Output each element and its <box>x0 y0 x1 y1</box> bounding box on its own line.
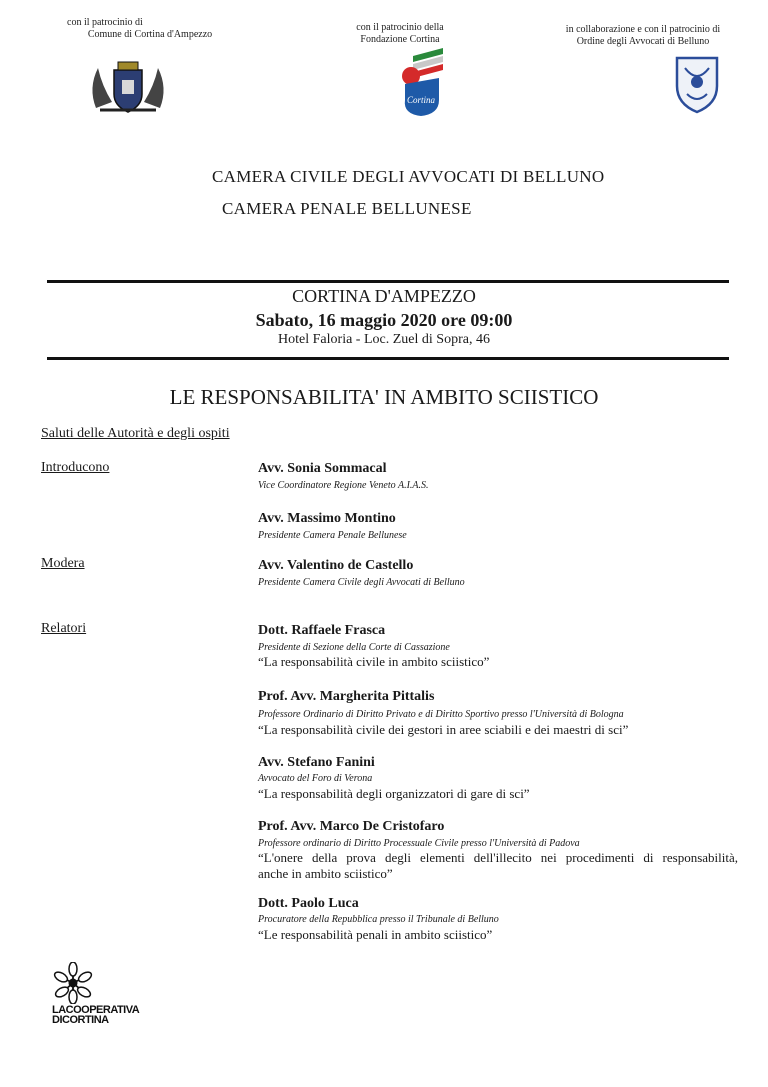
patron-right-line2: Ordine degli Avvocati di Belluno <box>576 36 710 47</box>
speaker-2-name: Prof. Avv. Margherita Pittalis <box>258 689 435 704</box>
speaker-5-talk: “Le responsabilità penali in ambito sciistico” <box>258 927 493 942</box>
speaker-1-talk: “La responsabilità civile in ambito sciistico” <box>258 654 490 669</box>
speaker-3-role: Avvocato del Foro di Verona <box>258 773 373 784</box>
speaker-4-talk-cont: anche in ambito sciistico” <box>258 866 393 881</box>
speaker-1-name: Dott. Raffaele Frasca <box>258 623 386 638</box>
moderator-role: Presidente Camera Civile degli Avvocati di Belluno <box>258 577 465 588</box>
speaker-5-name: Dott. Paolo Luca <box>258 896 359 911</box>
speaker-4-talk: “L'onere della prova degli elementi dell'illecito nei procedimenti di responsabilità, <box>258 850 738 865</box>
introducer-2-role: Presidente Camera Penale Bellunese <box>258 530 407 541</box>
patron-center-line1: con il patrocinio della <box>356 22 444 33</box>
patron-left-line1: con il patrocinio di <box>67 17 143 28</box>
organizer-line-1: CAMERA CIVILE DEGLI AVVOCATI DI BELLUNO <box>212 167 605 186</box>
introducer-1-name: Avv. Sonia Sommacal <box>258 461 387 476</box>
event-title: LE RESPONSABILITA' IN AMBITO SCIISTICO <box>169 385 599 409</box>
patron-right-line1: in collaborazione e con il patrocinio di <box>565 24 721 35</box>
patron-left-line2: Comune di Cortina d'Ampezzo <box>87 29 213 40</box>
event-datetime: Sabato, 16 maggio 2020 ore 09:00 <box>255 310 513 330</box>
fondazione-cortina-logo-icon <box>399 48 445 118</box>
ordine-avvocati-crest-icon <box>673 54 721 114</box>
introducer-2-name: Avv. Massimo Montino <box>258 511 396 526</box>
event-place: CORTINA D'AMPEZZO <box>292 286 476 306</box>
speaker-3-name: Avv. Stefano Fanini <box>258 755 375 770</box>
speaker-3-talk: “La responsabilità degli organizzatori di gare di sci” <box>258 786 530 801</box>
moderate-label: Modera <box>41 556 85 571</box>
moderator-name: Avv. Valentino de Castello <box>258 558 414 573</box>
speaker-4-role: Professore ordinario di Diritto Processuale Civile presso l'Università di Padova <box>258 838 580 849</box>
fondazione-cortina-logo-text: Cortina <box>406 95 436 105</box>
top-divider <box>47 280 729 283</box>
edelweiss-icon <box>52 962 94 1004</box>
event-venue: Hotel Faloria - Loc. Zuel di Sopra, 46 <box>278 332 490 347</box>
cortina-comune-crest-icon <box>86 58 170 116</box>
introduce-label: Introducono <box>41 460 110 475</box>
greetings-label: Saluti delle Autorità e degli ospiti <box>41 426 230 441</box>
sponsor-line-1: LACOOPERATIVA <box>52 1004 140 1016</box>
bottom-divider <box>47 357 729 360</box>
speaker-2-role: Professore Ordinario di Diritto Privato e di Diritto Sportivo presso l'Università di Bologna <box>258 709 624 720</box>
speaker-4-name: Prof. Avv. Marco De Cristofaro <box>258 819 445 834</box>
patron-center-line2: Fondazione Cortina <box>360 34 440 45</box>
patron-center <box>300 22 500 46</box>
speaker-5-role: Procuratore della Repubblica presso il Tribunale di Belluno <box>258 914 499 925</box>
speaker-2-talk: “La responsabilità civile dei gestori in aree sciabili e dei maestri di sci” <box>258 722 629 737</box>
patron-right <box>548 24 738 48</box>
speakers-label: Relatori <box>41 621 87 636</box>
organizer-line-2: CAMERA PENALE BELLUNESE <box>222 199 472 218</box>
sponsor-line-2: DICORTINA <box>52 1014 109 1026</box>
patron-left <box>55 17 245 41</box>
speaker-1-role: Presidente di Sezione della Corte di Cassazione <box>258 642 450 653</box>
introducer-1-role: Vice Coordinatore Regione Veneto A.I.A.S. <box>258 480 429 491</box>
sponsor-logo-text <box>52 1005 139 1025</box>
